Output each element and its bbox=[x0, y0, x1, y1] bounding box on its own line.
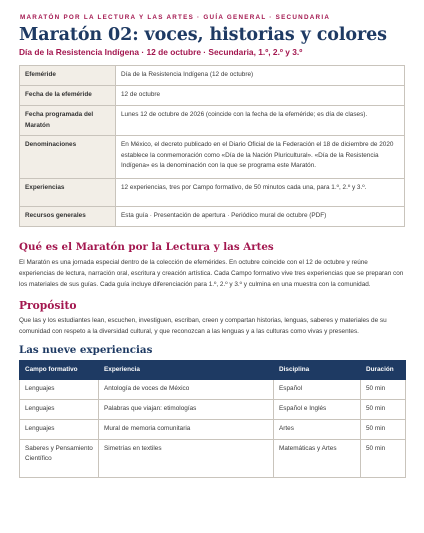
table-cell: Palabras que viajan: etimologías bbox=[99, 400, 274, 420]
info-label: Experiencias bbox=[20, 179, 116, 207]
table-row bbox=[20, 400, 406, 420]
info-row bbox=[20, 179, 405, 207]
info-label: Fecha de la efeméride bbox=[20, 86, 116, 106]
column-header: Disciplina bbox=[274, 361, 361, 380]
info-row bbox=[20, 136, 405, 179]
info-value: 12 de octubre bbox=[116, 86, 405, 106]
table-cell: 50 min bbox=[361, 400, 406, 420]
info-label: Efeméride bbox=[20, 66, 116, 86]
info-label: Denominaciones bbox=[20, 136, 116, 179]
info-value: En México, el decreto publicado en el Diario Oficial de la Federación el 18 de diciembre de 2020 establece la conmemoración como «Día de la Nación Pluricultural». «Día de la Resistencia Indígena» es la denominación con la que se programa este Maratón. bbox=[116, 136, 405, 179]
page-subtitle: Día de la Resistencia Indígena · 12 de octubre · Secundaria, 1.º, 2.º y 3.º bbox=[19, 47, 303, 57]
table-cell: 50 min bbox=[361, 440, 406, 478]
info-value: 12 experiencias, tres por Campo formativo, de 50 minutos cada una, para 1.º, 2.º y 3.º. bbox=[116, 179, 405, 207]
table-row bbox=[20, 440, 406, 478]
info-row bbox=[20, 106, 405, 136]
section-body-purpose: Que las y los estudiantes lean, escuchen, investiguen, escriban, creen y compartan historias, lenguas, saberes y materiales de su comunidad con respeto a la diversidad cultural, y que reconozcan a las lenguas y a las culturas como vivas y presentes. bbox=[19, 316, 387, 335]
table-header-row bbox=[20, 361, 406, 380]
page-title: Maratón 02: voces, historias y colores bbox=[19, 25, 387, 45]
info-table bbox=[19, 65, 405, 227]
info-label: Recursos generales bbox=[20, 207, 116, 227]
section-heading-experiences: Las nueve experiencias bbox=[19, 344, 153, 357]
info-row bbox=[20, 86, 405, 106]
info-row bbox=[20, 207, 405, 227]
section-heading-what: Qué es el Maratón por la Lectura y las Artes bbox=[19, 241, 274, 253]
experiences-table bbox=[19, 360, 406, 478]
table-cell: Antología de voces de México bbox=[99, 380, 274, 400]
table-cell: Lenguajes bbox=[20, 400, 99, 420]
table-cell: Simetrías en textiles bbox=[99, 440, 274, 478]
header-kicker: MARATÓN POR LA LECTURA Y LAS ARTES · GUÍA GENERAL · SECUNDARIA bbox=[20, 14, 331, 21]
table-row bbox=[20, 420, 406, 440]
table-cell: Saberes y Pensamiento Científico bbox=[20, 440, 99, 478]
info-label: Fecha programada del Maratón bbox=[20, 106, 116, 136]
column-header: Duración bbox=[361, 361, 406, 380]
section-heading-purpose: Propósito bbox=[19, 298, 77, 312]
info-value: Esta guía · Presentación de apertura · Periódico mural de octubre (PDF) bbox=[116, 207, 405, 227]
table-cell: Lenguajes bbox=[20, 420, 99, 440]
table-cell: Español e Inglés bbox=[274, 400, 361, 420]
table-cell: Artes bbox=[274, 420, 361, 440]
column-header: Campo formativo bbox=[20, 361, 99, 380]
table-cell: Español bbox=[274, 380, 361, 400]
table-row bbox=[20, 380, 406, 400]
info-value: Día de la Resistencia Indígena (12 de octubre) bbox=[116, 66, 405, 86]
table-cell: Lenguajes bbox=[20, 380, 99, 400]
info-value: Lunes 12 de octubre de 2026 (coincide con la fecha de la efeméride; es día de clases). bbox=[116, 106, 405, 136]
table-cell: 50 min bbox=[361, 420, 406, 440]
table-cell: Mural de memoria comunitaria bbox=[99, 420, 274, 440]
column-header: Experiencia bbox=[99, 361, 274, 380]
section-body-what: El Maratón es una jornada especial dentro de la colección de efemérides. En octubre coincide con el 12 de octubre y reúne experiencias de lectura, narración oral, escritura y creación artística. Cada Campo formativo vive tres experiencias que se preparan con los materiales de sus guías. Cada guía incluye diferenciación para 1.º, 2.º y 3.º y culmina en una muestra con la comunidad. bbox=[19, 259, 404, 289]
table-cell: Matemáticas y Artes bbox=[274, 440, 361, 478]
info-row bbox=[20, 66, 405, 86]
table-cell: 50 min bbox=[361, 380, 406, 400]
